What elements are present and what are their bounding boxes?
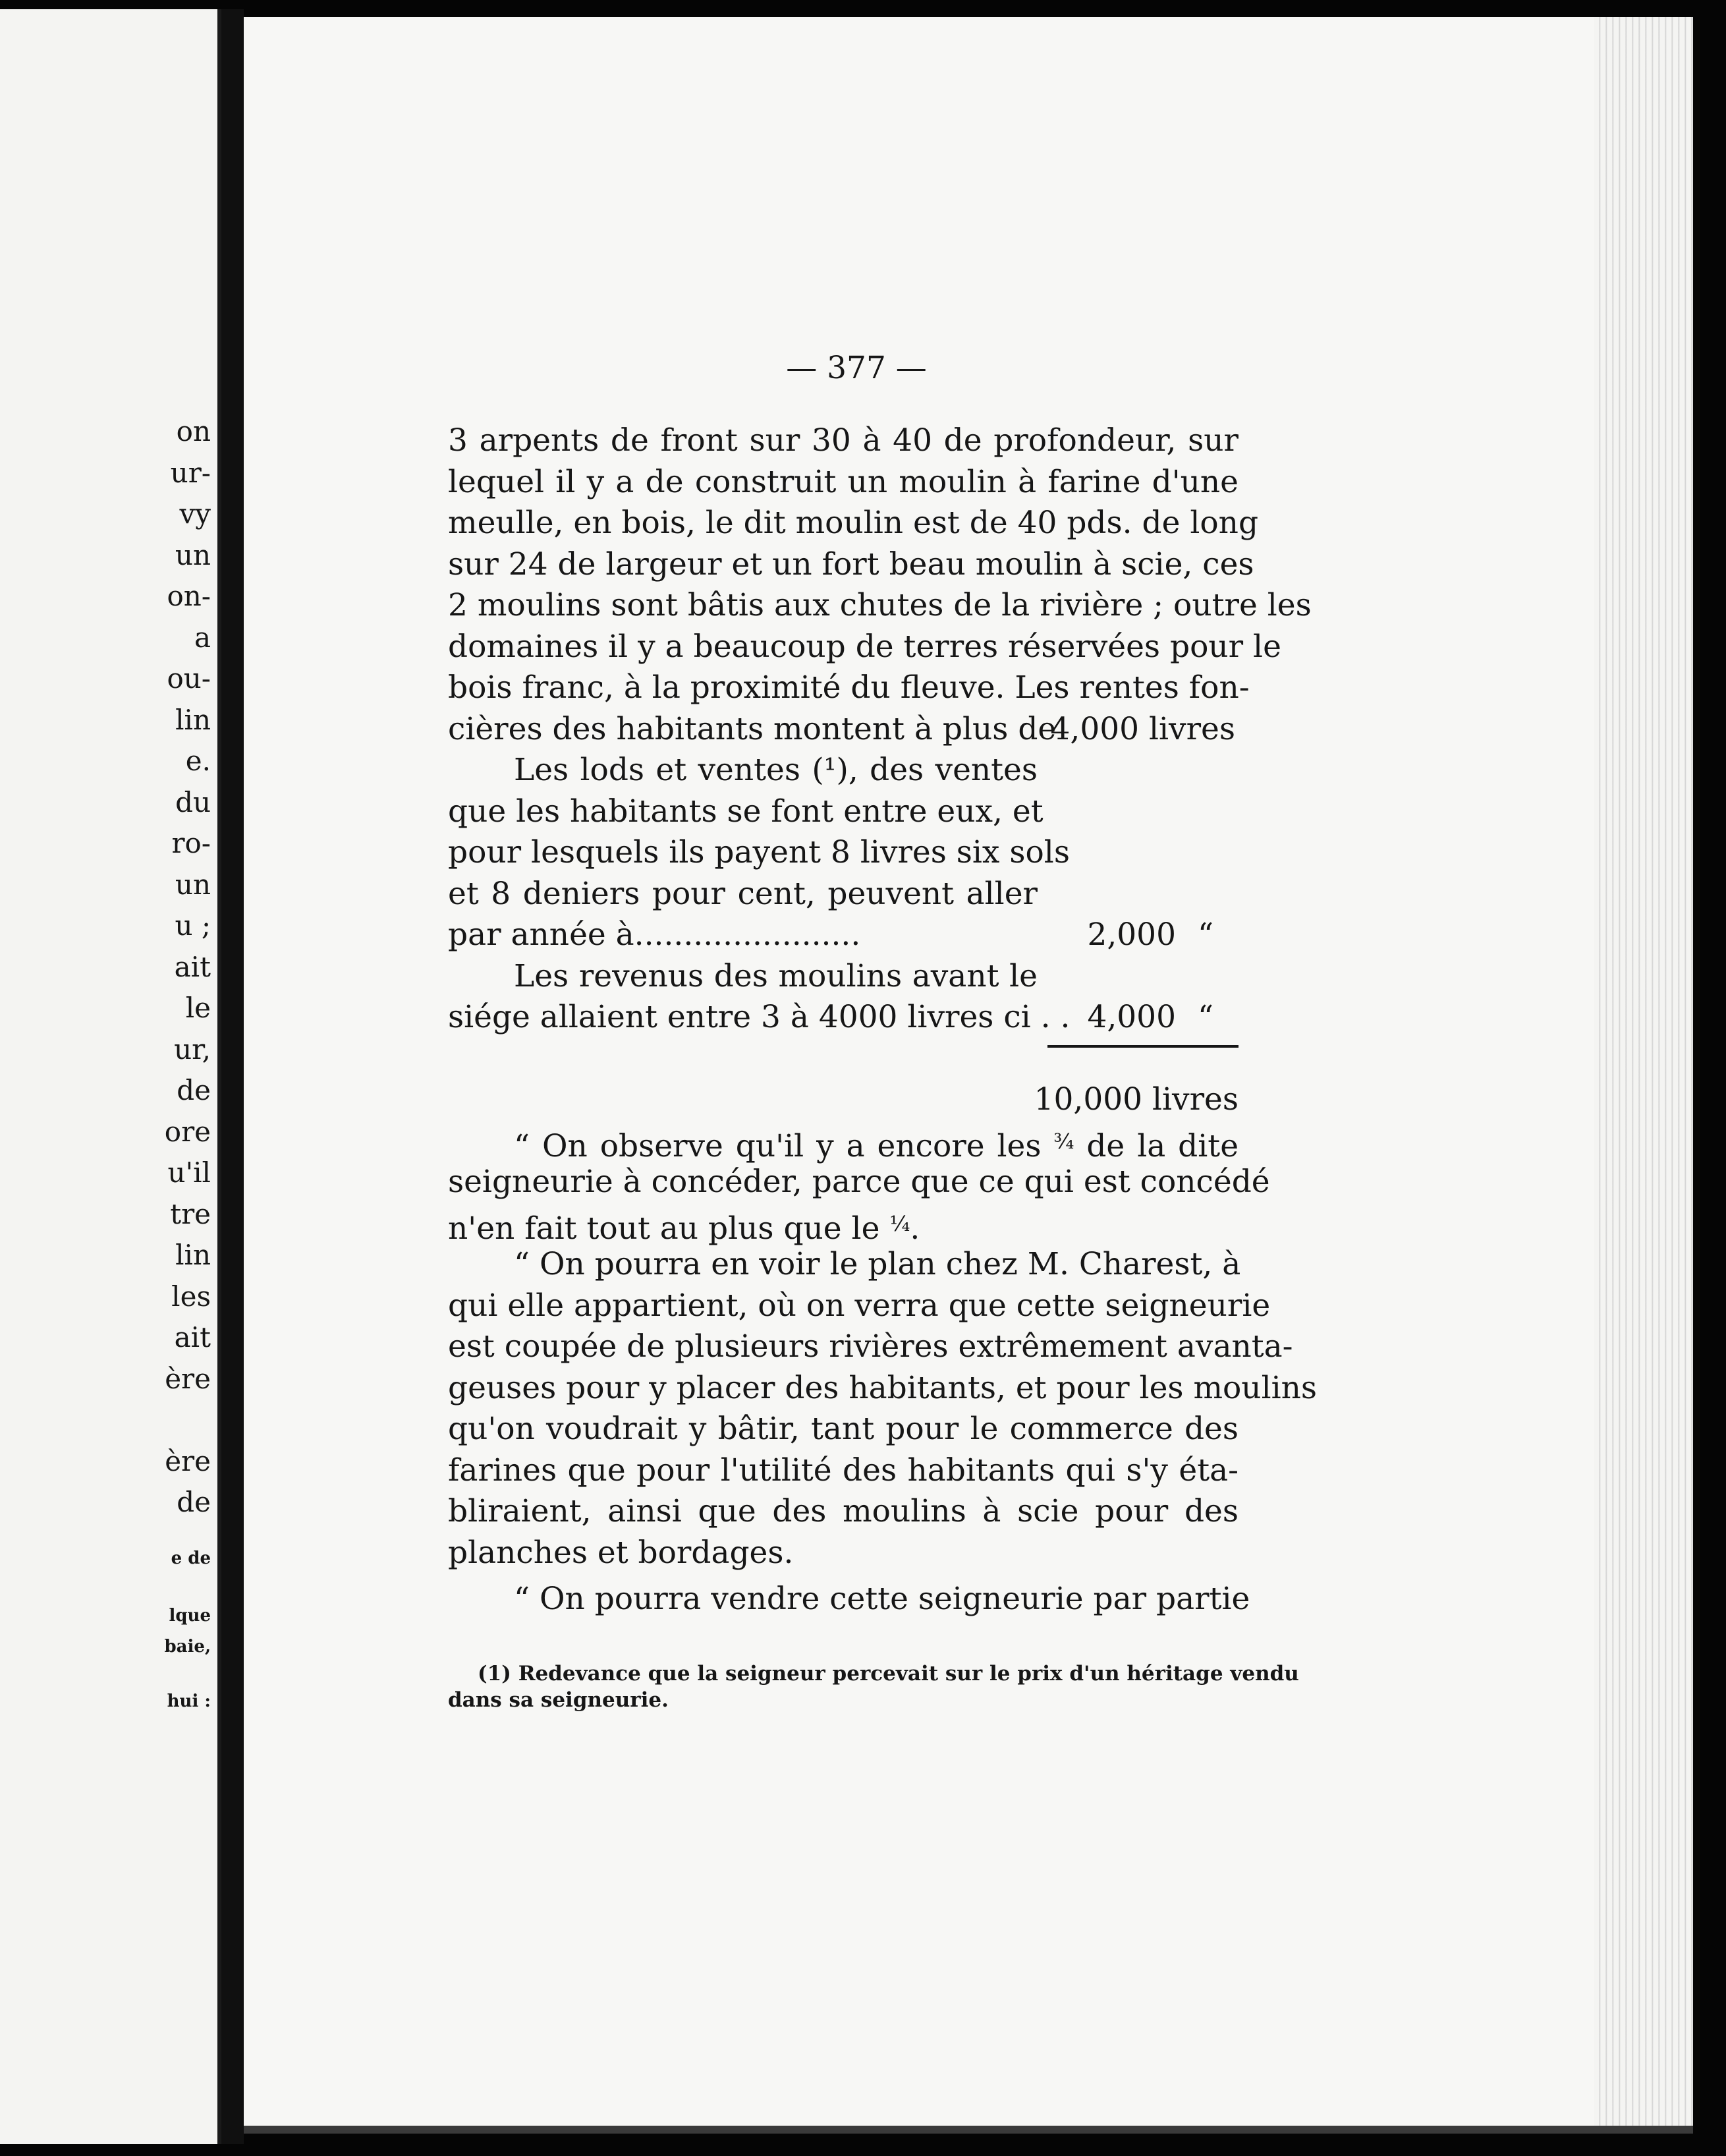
text-run: . [910,1210,920,1247]
body-line: planches et bordages. [448,1534,794,1571]
left-page-fragment: de [177,1486,211,1518]
ledger-amount [1038,832,1235,874]
book-gutter [221,9,244,2144]
ledger-amount-value: 4,000 [1087,999,1176,1035]
fraction: ¾ [1053,1128,1074,1154]
fraction: ¼ [889,1210,910,1236]
left-page-fragment: un [175,868,211,901]
text-run: “ On observe qu'il y a encore les [514,1127,1054,1164]
body-line: farines que pour l'utilité des habitants qui s'y éta- [448,1452,1239,1489]
ledger-desc: Les revenus des moulins avant le [514,957,1038,994]
body-line: 3 arpents de front sur 30 à 40 de profondeur, sur [448,422,1239,459]
body-line: meulle, en bois, le dit moulin est de 40 pds. de long [448,505,1259,541]
page-edges [1594,17,1693,2132]
sum-rule [1047,1045,1239,1048]
left-page-fragment: on- [167,580,211,612]
footnote-line: (1) Redevance que la seigneur percevait sur le prix d'un héritage vendu [478,1662,1299,1686]
left-page-fragment: ou- [167,662,211,695]
left-page-fragment: ait [174,950,211,983]
previous-page-edge [0,9,221,2144]
body-line: geuses pour y placer des habitants, et pour les moulins [448,1369,1318,1406]
body-line [448,1203,1239,1245]
body-line: domaines il y a beaucoup de terres réservées pour le [448,628,1281,665]
ledger-desc: pour lesquels ils payent 8 livres six sols [448,834,1070,870]
ledger-row [448,956,1239,998]
left-page-fragment: vy [179,497,211,530]
left-page-fragment: le [185,992,211,1024]
body-line: qu'on voudrait y bâtir, tant pour le commerce des [448,1411,1239,1447]
ledger-desc: Les lods et ventes (¹), des ventes [514,752,1038,788]
page-number: — 377 — [786,350,927,386]
ledger-desc: et 8 deniers pour cent, peuvent aller [448,875,1038,912]
ledger-row [448,832,1239,874]
left-page-fragment: a [194,621,211,654]
left-page-fragment: lin [175,1239,211,1271]
ledger-desc: que les habitants se font entre eux, et [448,793,1044,830]
body-line: bois franc, à la proximité du fleuve. Les rentes fon- [448,669,1250,706]
body-line: 2 moulins sont bâtis aux chutes de la rivière ; outre les [448,587,1312,623]
body-line: “ On pourra en voir le plan chez M. Charest, à [514,1246,1241,1282]
page-bottom-shadow [244,2126,1693,2134]
text-run: n'en fait tout au plus que le [448,1210,890,1247]
ledger-desc: cières des habitants montent à plus de [448,710,1057,747]
left-page-footnote-fragment: lque [169,1606,211,1626]
ledger-row [448,997,1239,1038]
footnote [448,1660,1299,1713]
ledger-row [448,874,1239,915]
ledger-amount-value: 4,000 livres [1050,710,1235,747]
left-page-fragment: de [177,1074,211,1106]
body-line [448,1121,1239,1162]
ledger-row [448,750,1239,791]
left-page-fragment: u ; [175,909,211,942]
ledger-amount-value: 2,000 [1087,917,1176,953]
text-run: de la dite [1074,1127,1239,1164]
left-page-fragment: ère [165,1444,211,1477]
body-line: seigneurie à concéder, parce que ce qui est concédé [448,1164,1270,1200]
body-line: “ On pourra vendre cette seigneurie par partie [514,1581,1250,1617]
left-page-fragment: du [175,785,211,818]
ledger-amount [1038,791,1235,833]
left-page-fragment: ur- [170,456,211,489]
left-page-footnote-fragment: baie, [164,1637,211,1657]
left-page-fragment: lin [175,703,211,736]
left-page-fragment: ait [174,1321,211,1353]
body-line: qui elle appartient, où on verra que cette seigneurie [448,1287,1271,1324]
left-page-fragment: ur, [174,1033,211,1065]
left-page-fragment: u'il [167,1156,211,1189]
ledger-row [448,791,1239,833]
left-page-footnote-fragment: e de [171,1548,211,1568]
left-page-fragment: e. [185,745,211,777]
body-line: sur 24 de largeur et un fort beau moulin à scie, ces [448,546,1254,582]
left-page-fragment: ro- [171,827,211,859]
ledger-amount [1038,750,1235,791]
page-body [448,420,1318,1620]
left-page-fragment: tre [170,1197,211,1230]
ledger-desc: par année à....................... [448,917,861,953]
ditto-mark: “ [1197,917,1214,953]
ledger-row [448,915,1239,956]
left-page-fragment: un [175,538,211,571]
footnote-line: dans sa seigneurie. [448,1688,669,1712]
ledger-total: 10,000 livres [1034,1081,1239,1118]
body-line: lequel il y a de construit un moulin à farine d'une [448,463,1239,500]
ledger-amount [1038,874,1235,915]
left-page-fragment: on [176,415,211,447]
left-page-footnote-fragment: hui : [167,1691,211,1711]
left-page-fragment: ère [165,1362,211,1395]
ledger-amount [1038,915,1235,956]
ledger-amount [1038,709,1235,751]
sum-rule-row [448,1038,1239,1080]
body-line: est coupée de plusieurs rivières extrêmement avanta- [448,1328,1293,1365]
left-page-fragment: les [171,1280,211,1313]
body-line: bliraient, ainsi que des moulins à scie pour des [448,1493,1239,1529]
ledger-amount [1038,997,1235,1038]
ditto-mark: “ [1197,999,1214,1035]
ledger-desc: siége allaient entre 3 à 4000 livres ci . . [448,999,1071,1035]
ledger-row [448,709,1239,751]
ledger-amount [1038,956,1235,998]
left-page-fragment: ore [164,1115,211,1148]
